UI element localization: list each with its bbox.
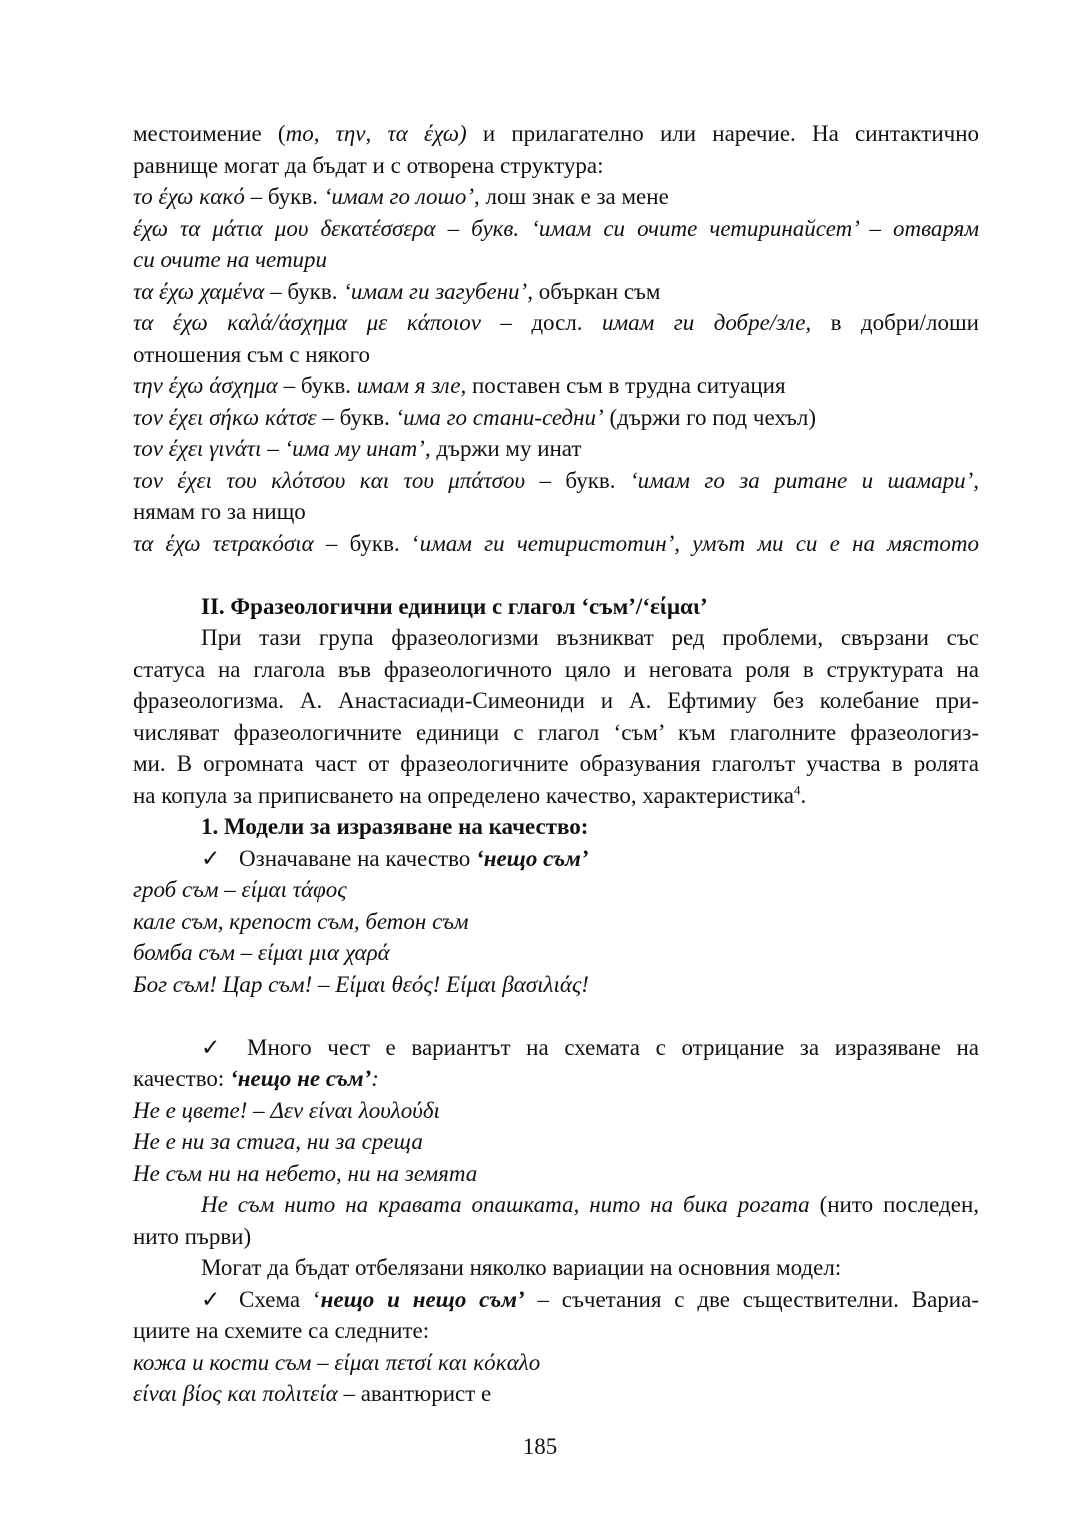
paragraph-line: Могат да бъдат отбелязани няколко вариации на основния модел: — [201, 1255, 842, 1280]
paragraph-line: При тази група фразеологизми възникват ред проблеми, свързани със — [201, 625, 979, 650]
example-line: кале съм, крепост съм, бетон съм — [133, 908, 469, 934]
text-line: равнище могат да бъдат и с отворена структура: — [133, 152, 604, 178]
paragraph-line: ми. В огромната част от фразеологичните образувания глаголът участва в ролята — [133, 751, 979, 776]
example-line: έχω τα μάτια μου δεκατέσσερα – букв. ‘имам си очите четиринайсет’ – отварям — [133, 215, 979, 241]
sub-heading: 1. Модели за изразяване на качество: — [201, 814, 589, 839]
example-line: το έχω κακό – букв. ‘имам го лошо’, лош знак е за мене — [133, 184, 669, 209]
paragraph-line: фразеологизма. А. Анастасиади-Симеониди и А. Ефтимиу без колебание при- — [133, 688, 979, 713]
bullet-line: ✓ Означаване на качество ‘нещо съм’ — [133, 843, 979, 875]
text-line: местоимение (то, την, τα έχω) и прилагателно или наречие. На синтактично — [133, 121, 979, 146]
check-icon: ✓ — [201, 1034, 221, 1060]
example-line: гроб съм – είμαι τάφος — [133, 877, 347, 902]
paragraph-line: статуса на глагола във фразеологичното цяло и неговата роля в структурата на — [133, 656, 979, 682]
example-line: την έχω άσχημα – букв. имам я зле, поставен съм в трудна ситуация — [133, 373, 786, 398]
bullet-line: качество: ‘нещо не съм’: — [133, 1066, 379, 1091]
example-line: отношения съм с някого — [133, 341, 371, 367]
bullet-line: ✓ Много чест е вариантът на схемата с отрицание за изразяване на — [133, 1032, 979, 1064]
example-line: нито първи) — [133, 1223, 252, 1249]
example-line: τα έχω τετρακόσια – букв. ‘имам ги четиристотин’, умът ми си е на мястото — [133, 530, 979, 556]
paragraph-line: на копула за приписването на определено качество, характеристика$^4$. — [133, 781, 807, 808]
example-line: Бог съм! Цар съм! – Είμαι θεός! Είμαι βασιλιάς! — [133, 971, 589, 997]
check-icon: ✓ — [201, 845, 221, 871]
bullet-line: ✓ Схема ‘нещо и нещо съм’ – съчетания с две съществителни. Вариа- — [133, 1284, 979, 1316]
check-icon: ✓ — [201, 1286, 221, 1312]
example-line: бомба съм – είμαι μια χαρά — [133, 940, 390, 965]
paragraph-line: числяват фразеологичните единици с глагол ‘съм’ към глаголните фразеологиз- — [133, 719, 979, 745]
example-line: Не съм нито на кравата опашката, нито на бика рогата (нито последен, — [201, 1192, 980, 1217]
example-line: είναι βίος και πολιτεία – авантюрист е — [133, 1381, 492, 1406]
example-line: си очите на четири — [133, 247, 328, 272]
example-line: Не е цвете! – Δεν είναι λουλούδι — [133, 1097, 440, 1123]
example-line: τα έχω καλά/άσχημα με κάποιον – досл. имам ги добре/зле, в добри/лоши — [133, 310, 979, 335]
example-line: кожа и кости съм – είμαι πετσί και κόκαλο — [133, 1349, 541, 1375]
example-line: нямам го за нищо — [133, 499, 306, 524]
example-line: τον έχει σήκω κάτσε – букв. ‘има го стани-седни’ (държи го под чехъл) — [133, 404, 817, 430]
example-line: Не е ни за стига, ни за среща — [133, 1129, 423, 1154]
footnote-ref: 4 — [794, 781, 801, 797]
document-page — [133, 118, 979, 1410]
example-line: τον έχει του κλότσου και του μπάτσου – букв. ‘имам го за ритане и шамари’, — [133, 467, 979, 493]
page-number: 185 — [522, 1434, 558, 1459]
example-line: τα έχω χαμένα – букв. ‘имам ги загубени’, объркан съм — [133, 278, 661, 304]
paragraph-line: циите на схемите са следните: — [133, 1318, 430, 1343]
example-line: τον έχει γινάτι – ‘има му инат’, държи му инат — [133, 436, 582, 461]
section-heading: II. Фразеологични единици с глагол ‘съм’/‘είμαι’ — [201, 593, 708, 619]
example-line: Не съм ни на небето, ни на земята — [133, 1160, 478, 1186]
